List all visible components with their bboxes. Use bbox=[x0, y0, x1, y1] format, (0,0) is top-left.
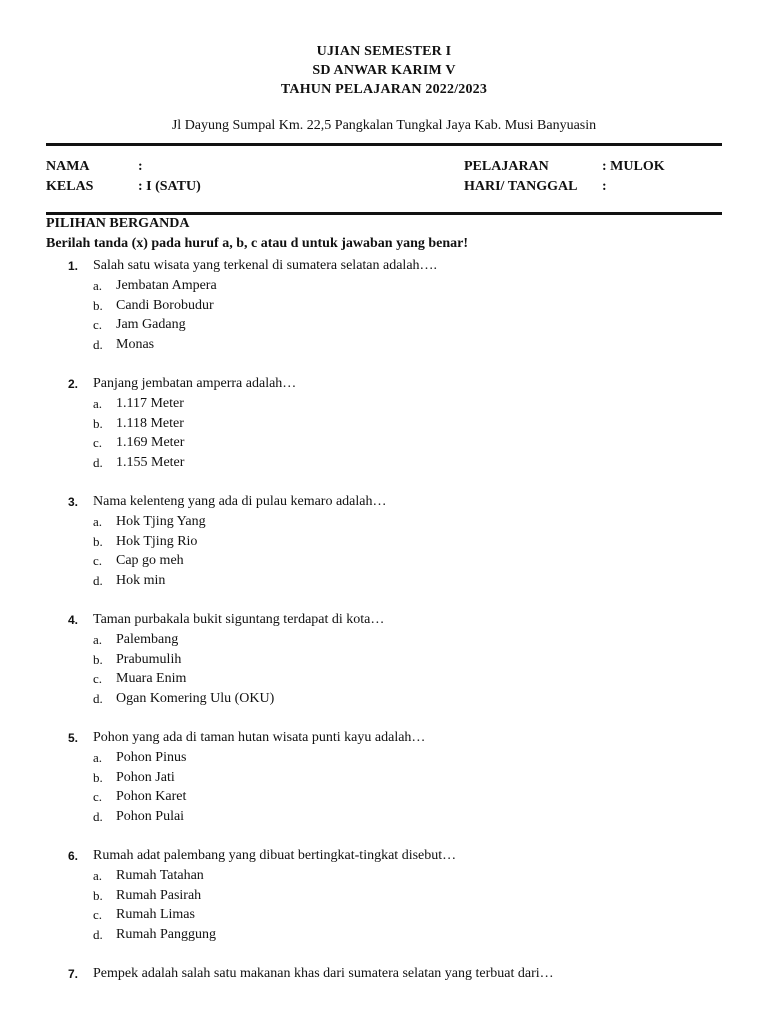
option-text: Cap go meh bbox=[116, 553, 184, 568]
answer-option[interactable] bbox=[0, 669, 768, 689]
answer-option[interactable] bbox=[0, 807, 768, 827]
option-text: Pohon Pulai bbox=[116, 808, 185, 824]
answer-option[interactable] bbox=[0, 532, 768, 552]
header-divider-bottom bbox=[46, 212, 722, 215]
answer-option[interactable] bbox=[0, 512, 768, 532]
question-item bbox=[0, 964, 768, 984]
question-row bbox=[0, 492, 768, 512]
option-text: Ogan Komering Ulu (OKU) bbox=[116, 690, 275, 706]
option-letter: a. bbox=[93, 632, 103, 647]
question-number: 4. bbox=[68, 613, 79, 627]
option-letter: b. bbox=[93, 415, 103, 431]
answer-option[interactable] bbox=[0, 414, 768, 434]
option-letter: d. bbox=[93, 454, 103, 470]
question-text: Rumah adat palembang yang dibuat bertingkat-tingkat disebut… bbox=[93, 848, 457, 863]
option-letter: d. bbox=[93, 808, 103, 824]
question-row bbox=[0, 610, 768, 630]
question-item bbox=[0, 492, 768, 590]
answer-option[interactable] bbox=[0, 394, 768, 414]
option-letter: a. bbox=[93, 396, 103, 411]
answer-option[interactable] bbox=[0, 650, 768, 670]
question-text: Pempek adalah salah satu makanan khas dari sumatera selatan yang terbuat dari… bbox=[93, 966, 554, 981]
option-letter: d. bbox=[93, 336, 103, 352]
option-letter: c. bbox=[93, 789, 103, 804]
question-row bbox=[0, 256, 768, 276]
option-letter: d. bbox=[93, 926, 103, 942]
question-row bbox=[0, 964, 768, 984]
option-text: Pohon Jati bbox=[116, 769, 175, 785]
question-number: 5. bbox=[68, 731, 79, 745]
answer-option[interactable] bbox=[0, 433, 768, 453]
kelas-label: KELAS bbox=[46, 179, 94, 194]
answer-option[interactable] bbox=[0, 335, 768, 355]
option-text: Pohon Karet bbox=[116, 789, 187, 804]
answer-option[interactable] bbox=[0, 296, 768, 316]
option-letter: c. bbox=[93, 671, 103, 686]
question-item bbox=[0, 374, 768, 472]
option-letter: b. bbox=[93, 887, 103, 903]
option-letter: a. bbox=[93, 278, 103, 293]
option-text: Prabumulih bbox=[116, 651, 182, 667]
question-number: 3. bbox=[68, 495, 79, 509]
option-text: Jembatan Ampera bbox=[116, 278, 217, 293]
option-text: Candi Borobudur bbox=[116, 297, 214, 313]
option-text: 1.118 Meter bbox=[116, 415, 184, 431]
option-text: Hok min bbox=[116, 572, 166, 588]
answer-option[interactable] bbox=[0, 571, 768, 591]
student-info bbox=[0, 157, 768, 201]
option-letter: d. bbox=[93, 572, 103, 588]
option-text: Pohon Pinus bbox=[116, 750, 187, 765]
question-item bbox=[0, 610, 768, 708]
section-instruction: Berilah tanda (x) pada huruf a, b, c atau d untuk jawaban yang benar! bbox=[46, 236, 469, 251]
answer-option[interactable] bbox=[0, 905, 768, 925]
answer-option[interactable] bbox=[0, 630, 768, 650]
question-number: 7. bbox=[68, 967, 79, 981]
answer-option[interactable] bbox=[0, 748, 768, 768]
nama-value: : bbox=[138, 159, 143, 174]
option-text: Rumah Limas bbox=[116, 907, 195, 922]
kelas-value: : I (SATU) bbox=[138, 179, 201, 194]
hari-tanggal-value: : bbox=[602, 179, 607, 194]
option-letter: b. bbox=[93, 297, 103, 313]
option-letter: d. bbox=[93, 690, 103, 706]
hari-tanggal-label: HARI/ TANGGAL bbox=[464, 179, 578, 194]
question-number: 6. bbox=[68, 849, 79, 863]
section-title: PILIHAN BERGANDA bbox=[46, 216, 190, 231]
question-text: Salah satu wisata yang terkenal di sumatera selatan adalah…. bbox=[93, 258, 438, 273]
answer-option[interactable] bbox=[0, 689, 768, 709]
pelajaran-label: PELAJARAN bbox=[464, 159, 549, 174]
option-letter: b. bbox=[93, 651, 103, 667]
answer-option[interactable] bbox=[0, 886, 768, 906]
option-letter: c. bbox=[93, 317, 103, 332]
option-letter: b. bbox=[93, 769, 103, 785]
option-letter: a. bbox=[93, 750, 103, 765]
option-letter: c. bbox=[93, 553, 103, 568]
option-letter: c. bbox=[93, 435, 103, 450]
option-text: Palembang bbox=[116, 632, 179, 647]
option-text: Monas bbox=[116, 336, 155, 352]
option-text: Muara Enim bbox=[116, 671, 187, 686]
answer-option[interactable] bbox=[0, 453, 768, 473]
exam-header bbox=[0, 42, 768, 99]
question-row bbox=[0, 846, 768, 866]
answer-option[interactable] bbox=[0, 866, 768, 886]
option-letter: c. bbox=[93, 907, 103, 922]
academic-year: TAHUN PELAJARAN 2022/2023 bbox=[280, 82, 488, 97]
question-text: Taman purbakala bukit siguntang terdapat di kota… bbox=[93, 612, 385, 627]
answer-option[interactable] bbox=[0, 925, 768, 945]
question-number: 1. bbox=[68, 259, 79, 273]
question-item bbox=[0, 846, 768, 944]
nama-label: NAMA bbox=[46, 159, 90, 174]
question-item bbox=[0, 728, 768, 826]
answer-option[interactable] bbox=[0, 768, 768, 788]
question-text: Nama kelenteng yang ada di pulau kemaro adalah… bbox=[93, 494, 387, 509]
option-text: Jam Gadang bbox=[116, 317, 186, 332]
question-row bbox=[0, 728, 768, 748]
header-divider-top bbox=[46, 143, 722, 146]
school-name: SD ANWAR KARIM V bbox=[312, 63, 456, 78]
question-text: Pohon yang ada di taman hutan wisata punti kayu adalah… bbox=[93, 730, 426, 745]
option-letter: a. bbox=[93, 514, 103, 529]
option-text: Hok Tjing Yang bbox=[116, 514, 206, 529]
question-text: Panjang jembatan amperra adalah… bbox=[93, 376, 297, 391]
question-number: 2. bbox=[68, 377, 79, 391]
option-text: Rumah Tatahan bbox=[116, 868, 204, 883]
option-text: Rumah Pasirah bbox=[116, 887, 202, 903]
question-list bbox=[0, 256, 768, 1004]
option-text: 1.169 Meter bbox=[116, 435, 185, 450]
question-row bbox=[0, 374, 768, 394]
option-text: 1.117 Meter bbox=[116, 396, 184, 411]
option-letter: b. bbox=[93, 533, 103, 549]
answer-option[interactable] bbox=[0, 551, 768, 571]
answer-option[interactable] bbox=[0, 315, 768, 335]
option-text: Hok Tjing Rio bbox=[116, 533, 198, 549]
option-text: Rumah Panggung bbox=[116, 926, 216, 942]
question-item bbox=[0, 256, 768, 354]
answer-option[interactable] bbox=[0, 787, 768, 807]
answer-option[interactable] bbox=[0, 276, 768, 296]
exam-title: UJIAN SEMESTER I bbox=[316, 44, 452, 59]
option-letter: a. bbox=[93, 868, 103, 883]
option-text: 1.155 Meter bbox=[116, 454, 185, 470]
pelajaran-value: : MULOK bbox=[602, 159, 665, 174]
school-address: Jl Dayung Sumpal Km. 22,5 Pangkalan Tungkal Jaya Kab. Musi Banyuasin bbox=[171, 118, 597, 133]
